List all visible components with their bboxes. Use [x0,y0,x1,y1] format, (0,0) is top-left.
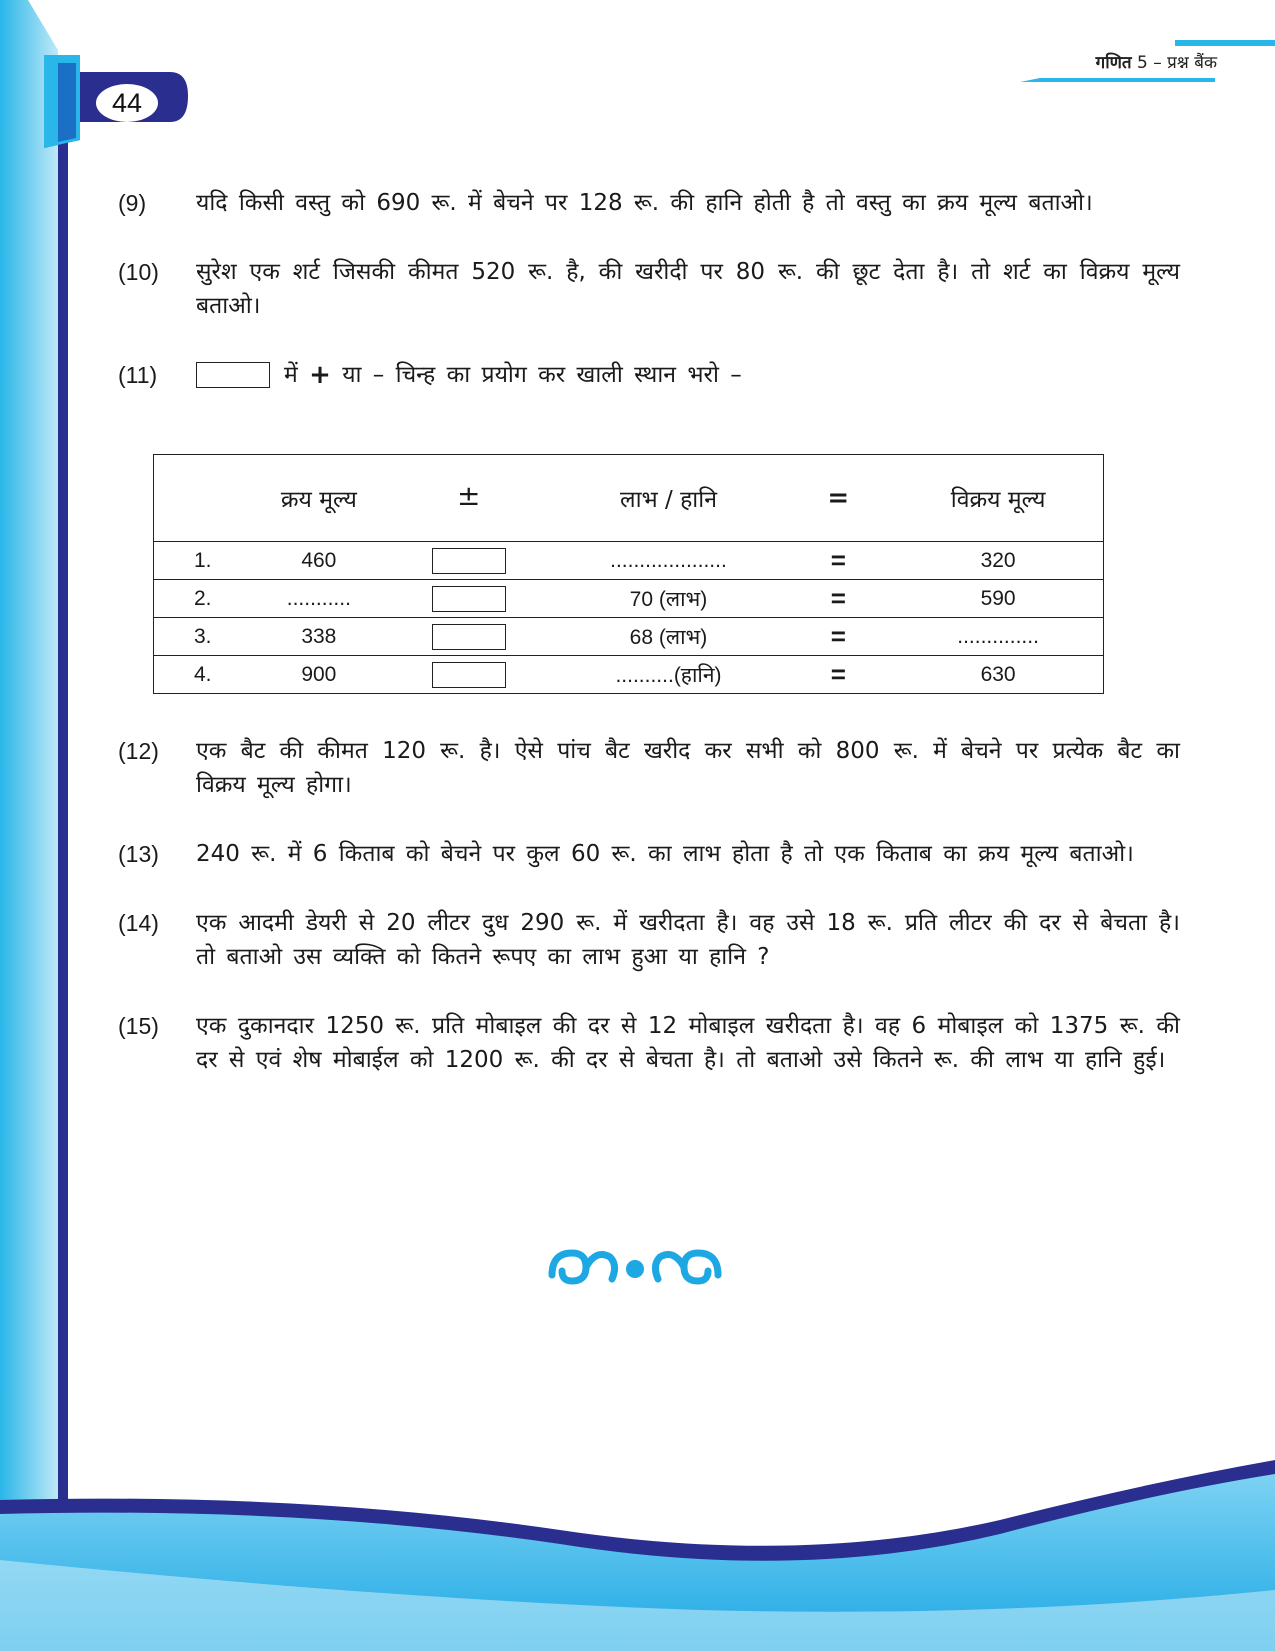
question-15 [118,1009,1180,1077]
question-number: (12) [118,738,159,764]
question-number: (9) [118,190,147,216]
row-number: 3. [194,624,212,648]
equals-sign: = [830,545,846,575]
page-header [1096,50,1217,73]
question-12 [118,734,1180,802]
header-selling-price: विक्रय मूल्य [950,487,1046,513]
header-title: 5 – प्रश्न बैंक [1137,53,1217,73]
question-text: एक दुकानदार 1250 रू. प्रति मोबाइल की दर से 12 मोबाइल खरीदता है। वह 6 मोबाइल को 1375 रू. की दर से एवं शेष मोबाईल को 1200 रू. की दर से बेचता है। तो बताओ उसे कितने रू. की लाभ या हानि हुई। [196,1013,1180,1073]
table-header-row [154,455,1104,542]
header-cost-price: क्रय मूल्य [280,487,357,513]
question-text: एक आदमी डेयरी से 20 लीटर दुध 290 रू. में खरीदता है। वह उसे 18 रू. प्रति लीटर की दर से बेचता है। तो बताओ उस व्यक्ति को कितने रूपए का लाभ हुआ या हानि ? [196,910,1180,970]
equals-sign: = [830,583,846,613]
profit-loss-cell: 70 (लाभ) [629,587,708,611]
cost-price-cell: ........... [286,586,351,610]
table-row [154,618,1104,656]
question-number: (10) [118,259,159,285]
header-subject: गणित [1095,53,1132,73]
question-9 [118,186,1180,220]
plus-sign: + [309,360,331,390]
plus-minus-icon: ± [456,479,481,512]
profit-loss-cell: 68 (लाभ) [629,625,708,649]
section-end-ornament-icon [540,1235,730,1295]
sign-answer-box [432,662,506,688]
question-list [118,186,1180,427]
question-text: यदि किसी वस्तु को 690 रू. में बेचने पर 128 रू. की हानि होती है तो वस्तु का क्रय मूल्य बताओ। [196,190,1093,216]
selling-price-cell: .............. [957,624,1039,648]
question-number: (14) [118,910,159,936]
question-number: (15) [118,1013,159,1039]
header-profit-loss: लाभ / हानि [619,487,717,513]
question-text-a: में [284,362,298,388]
question-11 [118,358,1180,392]
profit-loss-cell: .................... [610,548,727,572]
page-number: 44 [111,88,143,118]
cost-price-cell: 338 [301,624,337,648]
question-text: 240 रू. में 6 किताब को बेचने पर कुल 60 रू. का लाभ होता है तो एक किताब का क्रय मूल्य बताओ। [196,841,1134,867]
question-text: सुरेश एक शर्ट जिसकी कीमत 520 रू. है, की खरीदी पर 80 रू. की छूट देता है। तो शर्ट का विक्रय मूल्य बताओ। [196,259,1180,319]
question-list-continued [118,734,1180,1112]
question-number: (13) [118,841,159,867]
row-number: 4. [194,662,212,686]
row-number: 2. [194,586,212,610]
cost-price-cell: 900 [301,662,337,686]
header-equals: = [827,483,850,513]
question-13 [118,837,1180,871]
question-text-b: या – चिन्ह का प्रयोग कर खाली स्थान भरो – [342,362,742,388]
sign-answer-box [432,548,506,574]
question-10 [118,255,1180,323]
selling-price-cell: 320 [980,548,1016,572]
question-number: (11) [118,362,158,388]
selling-price-cell: 630 [980,662,1016,686]
equals-sign: = [830,621,846,651]
sign-answer-box [432,624,506,650]
table-row [154,580,1104,618]
question-text [196,358,1180,392]
row-number: 1. [194,548,212,572]
table-row [154,656,1104,694]
sign-answer-box [432,586,506,612]
cost-price-cell: 460 [301,548,337,572]
question-text: एक बैट की कीमत 120 रू. है। ऐसे पांच बैट खरीद कर सभी को 800 रू. में बेचने पर प्रत्येक बैट का विक्रय मूल्य होगा। [196,738,1180,798]
question-14 [118,906,1180,974]
selling-price-cell: 590 [980,586,1016,610]
table-row [154,542,1104,580]
answer-blank-box [196,362,270,388]
profit-loss-cell: ..........(हानि) [615,663,722,687]
profit-loss-table [153,454,1104,694]
equals-sign: = [830,659,846,689]
